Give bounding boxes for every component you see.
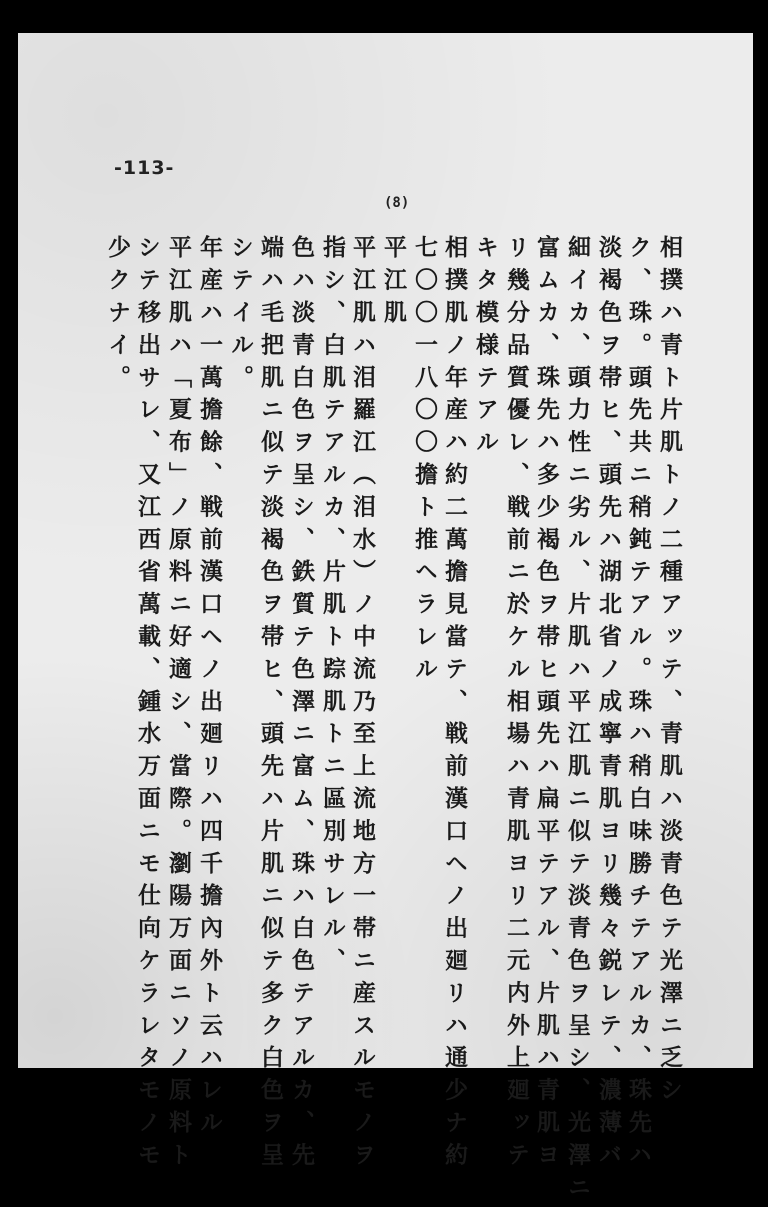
text-column: 相撲肌ノ年産ハ約二萬擔見當テ、戦前漢口ヘノ出廻リハ通少ナ約 — [441, 235, 468, 1175]
section-marker: (8) — [384, 195, 410, 211]
page-number: -113- — [114, 157, 175, 179]
text-column: リ幾分品質優レ、戦前ニ於ケル相場ハ青肌ヨリ二元内外上廻ッテ — [503, 235, 530, 1175]
scanned-page — [18, 33, 753, 1207]
text-column: ク、珠。頭先共ニ稍鈍テアル。珠ハ稍白味勝チテアルカ、珠先ハ — [625, 235, 652, 1175]
text-column: キタ模様テアル — [472, 235, 499, 462]
text-column: 少クナイ。 — [104, 235, 131, 397]
text-column: 七〇〇一八〇〇擔ト推ヘラレル — [411, 235, 438, 689]
text-column: 富ムカ、珠先ハ多少褐色ヲ帯ヒ頭先ハ扁平テアル、片肌ハ青肌ヨ — [533, 235, 560, 1175]
text-column: 色ハ淡青白色ヲ呈シ、鉄質テ色澤ニ富ム、珠ハ白色テアルカ、先 — [288, 235, 315, 1175]
text-column: シテ移出サレ、又江西省萬載、鍾水万面ニモ仕向ケラレタモノモ — [134, 235, 161, 1175]
text-column: シテイル。 — [227, 235, 254, 397]
text-column: 相撲ハ青ト片肌トノ二種アッテ、青肌ハ淡青色テ光澤ニ乏シ — [656, 235, 683, 1110]
text-column: 端ハ毛把肌ニ似テ淡褐色ヲ帯ヒ、頭先ハ片肌ニ似テ多ク白色ヲ呈 — [257, 235, 284, 1175]
text-column: 淡褐色ヲ帯ヒ、頭先ハ湖北省ノ成寧青肌ヨリ幾々鋭レテ、濃薄バ — [595, 235, 622, 1175]
text-column: 年産ハ一萬擔餘、戦前漢口ヘノ出廻リハ四千擔內外ト云ハレル — [196, 235, 223, 1143]
text-column: 指シ、白肌テアルカ、片肌ト踪肌トニ區別サレル、 — [319, 235, 346, 981]
text-column: 平江肌ハ「夏布」ノ原料ニ好適シ、當際。瀏陽万面ニソノ原料ト — [165, 235, 192, 1175]
section-heading: 平江肌 — [380, 235, 407, 333]
text-column: 細イカ、頭力性ニ劣ル、片肌ハ平江肌ニ似テ淡青色ヲ呈シ、光澤ニ — [564, 235, 591, 1207]
text-column: 平江肌ハ泪羅江（泪水）ノ中流乃至上流地方一帯ニ産スルモノヲ — [349, 235, 376, 1175]
